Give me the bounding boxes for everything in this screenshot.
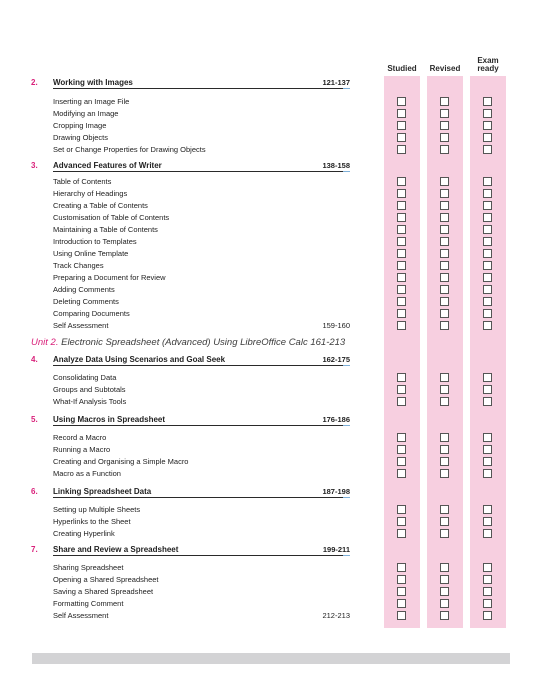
studied-checkbox[interactable] <box>397 273 406 282</box>
exam-ready-checkbox[interactable] <box>483 109 492 118</box>
topic-row <box>0 504 535 516</box>
topic-label: Hierarchy of Headings <box>53 189 128 198</box>
exam-ready-checkbox[interactable] <box>483 133 492 142</box>
chapter-title: Analyze Data Using Scenarios and Goal Seek <box>53 355 226 364</box>
topic-label: Macro as a Function <box>53 469 121 478</box>
exam-ready-checkbox[interactable] <box>483 517 492 526</box>
revised-checkbox[interactable] <box>440 97 449 106</box>
chapter-heading-6 <box>0 486 535 498</box>
exam-ready-header-line1: Exam <box>477 56 499 65</box>
studied-checkbox[interactable] <box>397 189 406 198</box>
heading-rule-accent <box>343 171 350 172</box>
exam-ready-checkbox[interactable] <box>483 469 492 478</box>
topic-label: Saving a Shared Spreadsheet <box>53 587 154 596</box>
studied-checkbox[interactable] <box>397 611 406 620</box>
exam-ready-checkbox[interactable] <box>483 177 492 186</box>
chapter-heading-5 <box>0 414 535 426</box>
chapter-title: Using Macros in Spreadsheet <box>53 415 166 424</box>
exam-ready-checkbox[interactable] <box>483 321 492 330</box>
chapter-pages: 138-158 <box>322 161 350 170</box>
topic-row <box>0 176 535 188</box>
topic-label: Introduction to Templates <box>53 237 137 246</box>
footer-bar <box>32 653 510 664</box>
heading-rule <box>53 497 350 498</box>
topic-row <box>0 200 535 212</box>
self-assessment-pages: 159-160 <box>322 321 350 330</box>
revised-checkbox[interactable] <box>440 285 449 294</box>
exam-ready-checkbox[interactable] <box>483 285 492 294</box>
revised-checkbox[interactable] <box>440 505 449 514</box>
topic-label: Hyperlinks to the Sheet <box>53 517 131 526</box>
topic-label: Cropping Image <box>53 121 107 130</box>
topic-row <box>0 188 535 200</box>
topic-row <box>0 132 535 144</box>
studied-checkbox[interactable] <box>397 433 406 442</box>
topic-label: Creating a Table of Contents <box>53 201 148 210</box>
revised-checkbox[interactable] <box>440 133 449 142</box>
topic-row <box>0 372 535 384</box>
topic-row <box>0 468 535 480</box>
revised-checkbox[interactable] <box>440 469 449 478</box>
topic-label: Maintaining a Table of Contents <box>53 225 158 234</box>
exam-ready-checkbox[interactable] <box>483 273 492 282</box>
topic-label: Creating and Organising a Simple Macro <box>53 457 189 466</box>
studied-checkbox[interactable] <box>397 297 406 306</box>
topic-label: Customisation of Table of Contents <box>53 213 170 222</box>
heading-rule <box>53 555 350 556</box>
chapter-title: Linking Spreadsheet Data <box>53 487 152 496</box>
exam-ready-checkbox[interactable] <box>483 261 492 270</box>
heading-rule-accent <box>343 88 350 89</box>
revised-checkbox[interactable] <box>440 109 449 118</box>
revised-checkbox[interactable] <box>440 385 449 394</box>
topic-row <box>0 432 535 444</box>
topic-row <box>0 574 535 586</box>
self-assessment-row <box>0 320 535 332</box>
studied-checkbox[interactable] <box>397 201 406 210</box>
studied-checkbox[interactable] <box>397 321 406 330</box>
topic-label: Using Online Template <box>53 249 129 258</box>
unit-title: Electronic Spreadsheet (Advanced) Using LibreOffice Calc 161-213 <box>61 337 346 348</box>
exam-ready-checkbox[interactable] <box>483 237 492 246</box>
exam-ready-checkbox[interactable] <box>483 201 492 210</box>
self-assessment-row <box>0 610 535 622</box>
studied-checkbox[interactable] <box>397 285 406 294</box>
exam-ready-checkbox[interactable] <box>483 121 492 130</box>
chapter-number: 2. <box>31 78 38 87</box>
exam-ready-header-line2: ready <box>477 64 499 73</box>
topic-row <box>0 562 535 574</box>
chapter-number: 5. <box>31 415 38 424</box>
chapter-heading-2 <box>0 77 535 89</box>
exam-ready-checkbox[interactable] <box>483 145 492 154</box>
chapter-number: 6. <box>31 487 38 496</box>
topic-row <box>0 260 535 272</box>
chapter-pages: 121-137 <box>322 78 350 87</box>
topic-label: Preparing a Document for Review <box>53 273 166 282</box>
unit-label: Unit 2. <box>31 337 59 348</box>
revised-checkbox[interactable] <box>440 445 449 454</box>
chapter-title: Advanced Features of Writer <box>53 161 162 170</box>
heading-rule <box>53 365 350 366</box>
topic-label: Consolidating Data <box>53 373 117 382</box>
revised-checkbox[interactable] <box>440 457 449 466</box>
topic-row <box>0 108 535 120</box>
revised-checkbox[interactable] <box>440 225 449 234</box>
heading-rule-accent <box>343 365 350 366</box>
chapter-number: 3. <box>31 161 38 170</box>
chapter-pages: 176-186 <box>322 415 350 424</box>
revised-checkbox[interactable] <box>440 397 449 406</box>
revised-checkbox[interactable] <box>440 297 449 306</box>
topic-row <box>0 248 535 260</box>
revised-checkbox[interactable] <box>440 189 449 198</box>
topic-label: Record a Macro <box>53 433 107 442</box>
chapter-title: Share and Review a Spreadsheet <box>53 545 179 554</box>
topic-label: Running a Macro <box>53 445 111 454</box>
topic-row <box>0 516 535 528</box>
chapter-title: Working with Images <box>53 78 133 87</box>
exam-ready-checkbox[interactable] <box>483 189 492 198</box>
exam-ready-checkbox[interactable] <box>483 457 492 466</box>
revised-checkbox[interactable] <box>440 587 449 596</box>
exam-ready-checkbox[interactable] <box>483 397 492 406</box>
exam-ready-checkbox[interactable] <box>483 373 492 382</box>
studied-checkbox[interactable] <box>397 177 406 186</box>
topic-row <box>0 396 535 408</box>
topic-label: Track Changes <box>53 261 104 270</box>
heading-rule-accent <box>343 497 350 498</box>
topic-label: Groups and Subtotals <box>53 385 126 394</box>
topic-label: Sharing Spreadsheet <box>53 563 124 572</box>
topic-label: Modifying an Image <box>53 109 119 118</box>
topic-row <box>0 586 535 598</box>
topic-label: Adding Comments <box>53 285 115 294</box>
studied-checkbox[interactable] <box>397 457 406 466</box>
studied-checkbox[interactable] <box>397 249 406 258</box>
studied-checkbox[interactable] <box>397 563 406 572</box>
studied-checkbox[interactable] <box>397 469 406 478</box>
studied-checkbox[interactable] <box>397 109 406 118</box>
exam-ready-checkbox[interactable] <box>483 587 492 596</box>
studied-checkbox[interactable] <box>397 575 406 584</box>
self-assessment-label: Self Assessment <box>53 321 109 330</box>
heading-rule <box>53 171 350 172</box>
revised-checkbox[interactable] <box>440 433 449 442</box>
topic-row <box>0 308 535 320</box>
topic-row <box>0 144 535 156</box>
revised-checkbox[interactable] <box>440 611 449 620</box>
self-assessment-label: Self Assessment <box>53 611 109 620</box>
exam-ready-checkbox[interactable] <box>483 297 492 306</box>
topic-row <box>0 120 535 132</box>
heading-rule-accent <box>343 425 350 426</box>
topic-row <box>0 528 535 540</box>
topic-label: Creating Hyperlink <box>53 529 115 538</box>
exam-ready-checkbox[interactable] <box>483 599 492 608</box>
studied-checkbox[interactable] <box>397 505 406 514</box>
topic-row <box>0 296 535 308</box>
topic-label: Table of Contents <box>53 177 112 186</box>
chapter-heading-3 <box>0 160 535 172</box>
topic-row <box>0 224 535 236</box>
studied-checkbox[interactable] <box>397 133 406 142</box>
chapter-pages: 162-175 <box>322 355 350 364</box>
studied-header: Studied <box>387 64 417 73</box>
unit-heading <box>31 336 345 350</box>
topic-row <box>0 444 535 456</box>
revised-checkbox[interactable] <box>440 121 449 130</box>
exam-ready-checkbox[interactable] <box>483 575 492 584</box>
studied-checkbox[interactable] <box>397 529 406 538</box>
revised-checkbox[interactable] <box>440 599 449 608</box>
revised-checkbox[interactable] <box>440 237 449 246</box>
exam-ready-checkbox[interactable] <box>483 213 492 222</box>
exam-ready-checkbox[interactable] <box>483 563 492 572</box>
revised-checkbox[interactable] <box>440 529 449 538</box>
chapter-heading-4 <box>0 354 535 366</box>
topic-row <box>0 384 535 396</box>
revised-checkbox[interactable] <box>440 373 449 382</box>
topic-label: Deleting Comments <box>53 297 119 306</box>
exam-ready-checkbox[interactable] <box>483 385 492 394</box>
revised-checkbox[interactable] <box>440 309 449 318</box>
topic-row <box>0 212 535 224</box>
studied-checkbox[interactable] <box>397 385 406 394</box>
exam-ready-checkbox[interactable] <box>483 433 492 442</box>
topic-row <box>0 272 535 284</box>
exam-ready-checkbox[interactable] <box>483 249 492 258</box>
topic-label: What-If Analysis Tools <box>53 397 127 406</box>
chapter-heading-7 <box>0 544 535 556</box>
topic-row <box>0 284 535 296</box>
revised-checkbox[interactable] <box>440 213 449 222</box>
studied-checkbox[interactable] <box>397 599 406 608</box>
topic-label: Inserting an Image File <box>53 97 130 106</box>
exam-ready-checkbox[interactable] <box>483 445 492 454</box>
revised-checkbox[interactable] <box>440 145 449 154</box>
exam-ready-checkbox[interactable] <box>483 529 492 538</box>
heading-rule-accent <box>343 555 350 556</box>
revised-checkbox[interactable] <box>440 261 449 270</box>
topic-label: Set or Change Properties for Drawing Objects <box>53 145 206 154</box>
revised-checkbox[interactable] <box>440 273 449 282</box>
heading-rule <box>53 425 350 426</box>
topic-label: Opening a Shared Spreadsheet <box>53 575 159 584</box>
chapter-pages: 187-198 <box>322 487 350 496</box>
studied-checkbox[interactable] <box>397 237 406 246</box>
topic-row <box>0 236 535 248</box>
revised-checkbox[interactable] <box>440 575 449 584</box>
studied-checkbox[interactable] <box>397 587 406 596</box>
studied-checkbox[interactable] <box>397 121 406 130</box>
topic-label: Drawing Objects <box>53 133 109 142</box>
studied-checkbox[interactable] <box>397 309 406 318</box>
exam-ready-checkbox[interactable] <box>483 225 492 234</box>
topic-row <box>0 96 535 108</box>
revised-checkbox[interactable] <box>440 201 449 210</box>
revised-checkbox[interactable] <box>440 321 449 330</box>
revised-checkbox[interactable] <box>440 249 449 258</box>
revised-checkbox[interactable] <box>440 177 449 186</box>
chapter-pages: 199-211 <box>322 545 350 554</box>
studied-checkbox[interactable] <box>397 261 406 270</box>
studied-checkbox[interactable] <box>397 213 406 222</box>
chapter-number: 7. <box>31 545 38 554</box>
studied-checkbox[interactable] <box>397 397 406 406</box>
self-assessment-pages: 212-213 <box>322 611 350 620</box>
studied-checkbox[interactable] <box>397 97 406 106</box>
studied-checkbox[interactable] <box>397 145 406 154</box>
revised-checkbox[interactable] <box>440 563 449 572</box>
topic-label: Comparing Documents <box>53 309 130 318</box>
exam-ready-checkbox[interactable] <box>483 97 492 106</box>
exam-ready-checkbox[interactable] <box>483 505 492 514</box>
topic-label: Formatting Comment <box>53 599 124 608</box>
heading-rule <box>53 88 350 89</box>
studied-checkbox[interactable] <box>397 517 406 526</box>
topic-row <box>0 456 535 468</box>
studied-checkbox[interactable] <box>397 373 406 382</box>
exam-ready-checkbox[interactable] <box>483 611 492 620</box>
studied-checkbox[interactable] <box>397 225 406 234</box>
topic-row <box>0 598 535 610</box>
revised-header: Revised <box>429 64 461 73</box>
studied-checkbox[interactable] <box>397 445 406 454</box>
topic-label: Setting up Multiple Sheets <box>53 505 141 514</box>
chapter-number: 4. <box>31 355 38 364</box>
exam-ready-checkbox[interactable] <box>483 309 492 318</box>
revised-checkbox[interactable] <box>440 517 449 526</box>
